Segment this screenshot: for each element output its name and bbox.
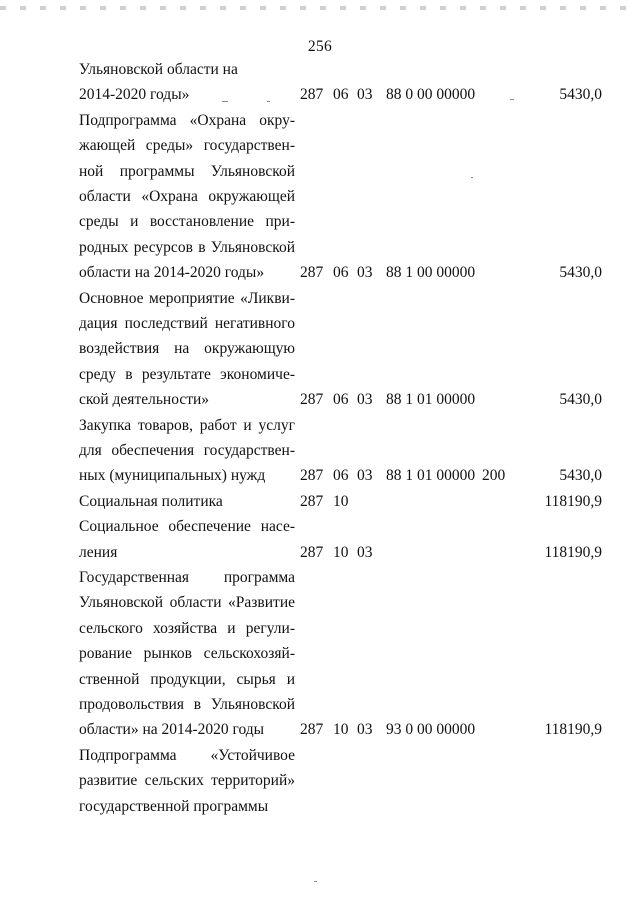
row-name-line: ственной продукции, сырья и bbox=[79, 670, 295, 688]
row-name-line: ных (муниципальных) нужд bbox=[79, 467, 266, 485]
row-name-line: ской деятельности» bbox=[79, 391, 210, 409]
amount-cell: 5430,0 bbox=[559, 264, 602, 282]
row-name-line: Основное мероприятие «Ликви- bbox=[79, 289, 295, 307]
row-name-line: Социальная политика bbox=[79, 492, 223, 510]
section-code-cell: 06 bbox=[333, 86, 349, 104]
scan-speck bbox=[510, 99, 514, 100]
target-article-code-cell: 88 0 00 00000 bbox=[386, 86, 476, 104]
subsection-code-cell: 03 bbox=[357, 721, 373, 739]
row-name-line: Ульяновской области «Развитие bbox=[79, 594, 295, 612]
row-name-line: среду в результате экономиче- bbox=[79, 365, 295, 383]
row-name-line: области» на 2014-2020 годы bbox=[79, 721, 265, 739]
amount-cell: 5430,0 bbox=[559, 467, 602, 485]
amount-cell: 5430,0 bbox=[559, 86, 602, 104]
section-code-cell: 06 bbox=[333, 391, 349, 409]
scan-speck bbox=[267, 101, 270, 102]
department-code-cell: 287 bbox=[300, 467, 324, 485]
row-name-line: рование рынков сельскохозяй- bbox=[79, 645, 295, 663]
target-article-code-cell: 88 1 00 00000 bbox=[386, 264, 476, 282]
section-code-cell: 10 bbox=[333, 721, 349, 739]
subsection-code-cell: 03 bbox=[357, 543, 373, 561]
row-name-line: для обеспечения государствен- bbox=[79, 442, 295, 459]
section-code-cell: 06 bbox=[333, 467, 349, 485]
department-code-cell: 287 bbox=[300, 86, 324, 104]
target-article-code-cell: 93 0 00 00000 bbox=[386, 721, 476, 739]
row-name-line: среды и восстановление при- bbox=[79, 213, 295, 231]
row-name-line: Социальное обеспечение насе- bbox=[79, 518, 295, 536]
page-number: 256 bbox=[307, 38, 333, 55]
amount-cell: 5430,0 bbox=[559, 391, 602, 409]
row-name-line: сельского хозяйства и регули- bbox=[79, 619, 295, 637]
subsection-code-cell: 03 bbox=[357, 264, 373, 282]
row-name-line: государственной программы bbox=[79, 797, 269, 815]
department-code-cell: 287 bbox=[300, 543, 324, 561]
section-code-cell: 06 bbox=[333, 264, 349, 282]
scan-speck bbox=[471, 177, 473, 178]
subsection-code-cell: 03 bbox=[357, 467, 373, 485]
row-name-line: родных ресурсов в Ульяновской bbox=[79, 238, 295, 256]
section-code-cell: 10 bbox=[333, 543, 349, 561]
row-name-line: жающей среды» государствен- bbox=[79, 137, 295, 155]
amount-cell: 118190,9 bbox=[544, 543, 602, 561]
scan-speck bbox=[222, 101, 228, 102]
department-code-cell: 287 bbox=[300, 264, 324, 282]
row-name-line: Ульяновской области на bbox=[79, 61, 238, 78]
department-code-cell: 287 bbox=[300, 391, 324, 409]
target-article-code-cell: 88 1 01 00000 bbox=[386, 467, 476, 485]
row-name-line: воздействия на окружающую bbox=[79, 340, 295, 358]
row-name-line: дация последствий негативного bbox=[79, 315, 295, 332]
target-article-code-cell: 88 1 01 00000 bbox=[386, 391, 476, 409]
row-name-line: 2014-2020 годы» bbox=[79, 86, 190, 104]
expense-type-code-cell: 200 bbox=[482, 467, 506, 485]
row-name-line: продовольствия в Ульяновской bbox=[79, 696, 295, 713]
row-name-line: области на 2014-2020 годы» bbox=[79, 264, 265, 282]
subsection-code-cell: 03 bbox=[357, 391, 373, 409]
row-name-line: Государственная программа bbox=[79, 569, 295, 586]
amount-cell: 118190,9 bbox=[544, 721, 602, 739]
subsection-code-cell: 03 bbox=[357, 86, 373, 104]
scan-noise bbox=[0, 6, 640, 10]
section-code-cell: 10 bbox=[333, 492, 349, 510]
row-name-line: ной программы Ульяновской bbox=[79, 162, 295, 180]
amount-cell: 118190,9 bbox=[544, 492, 602, 510]
row-name-line: развитие сельских территорий» bbox=[79, 772, 295, 790]
row-name-line: ления bbox=[79, 543, 118, 561]
row-name-line: Подпрограмма «Охрана окру- bbox=[79, 111, 295, 129]
row-name-line: области «Охрана окружающей bbox=[79, 188, 295, 205]
row-name-line: Закупка товаров, работ и услуг bbox=[79, 416, 295, 434]
scan-speck bbox=[314, 881, 317, 882]
row-name-line: Подпрограмма «Устойчивое bbox=[79, 746, 295, 764]
department-code-cell: 287 bbox=[300, 492, 324, 510]
department-code-cell: 287 bbox=[300, 721, 324, 739]
